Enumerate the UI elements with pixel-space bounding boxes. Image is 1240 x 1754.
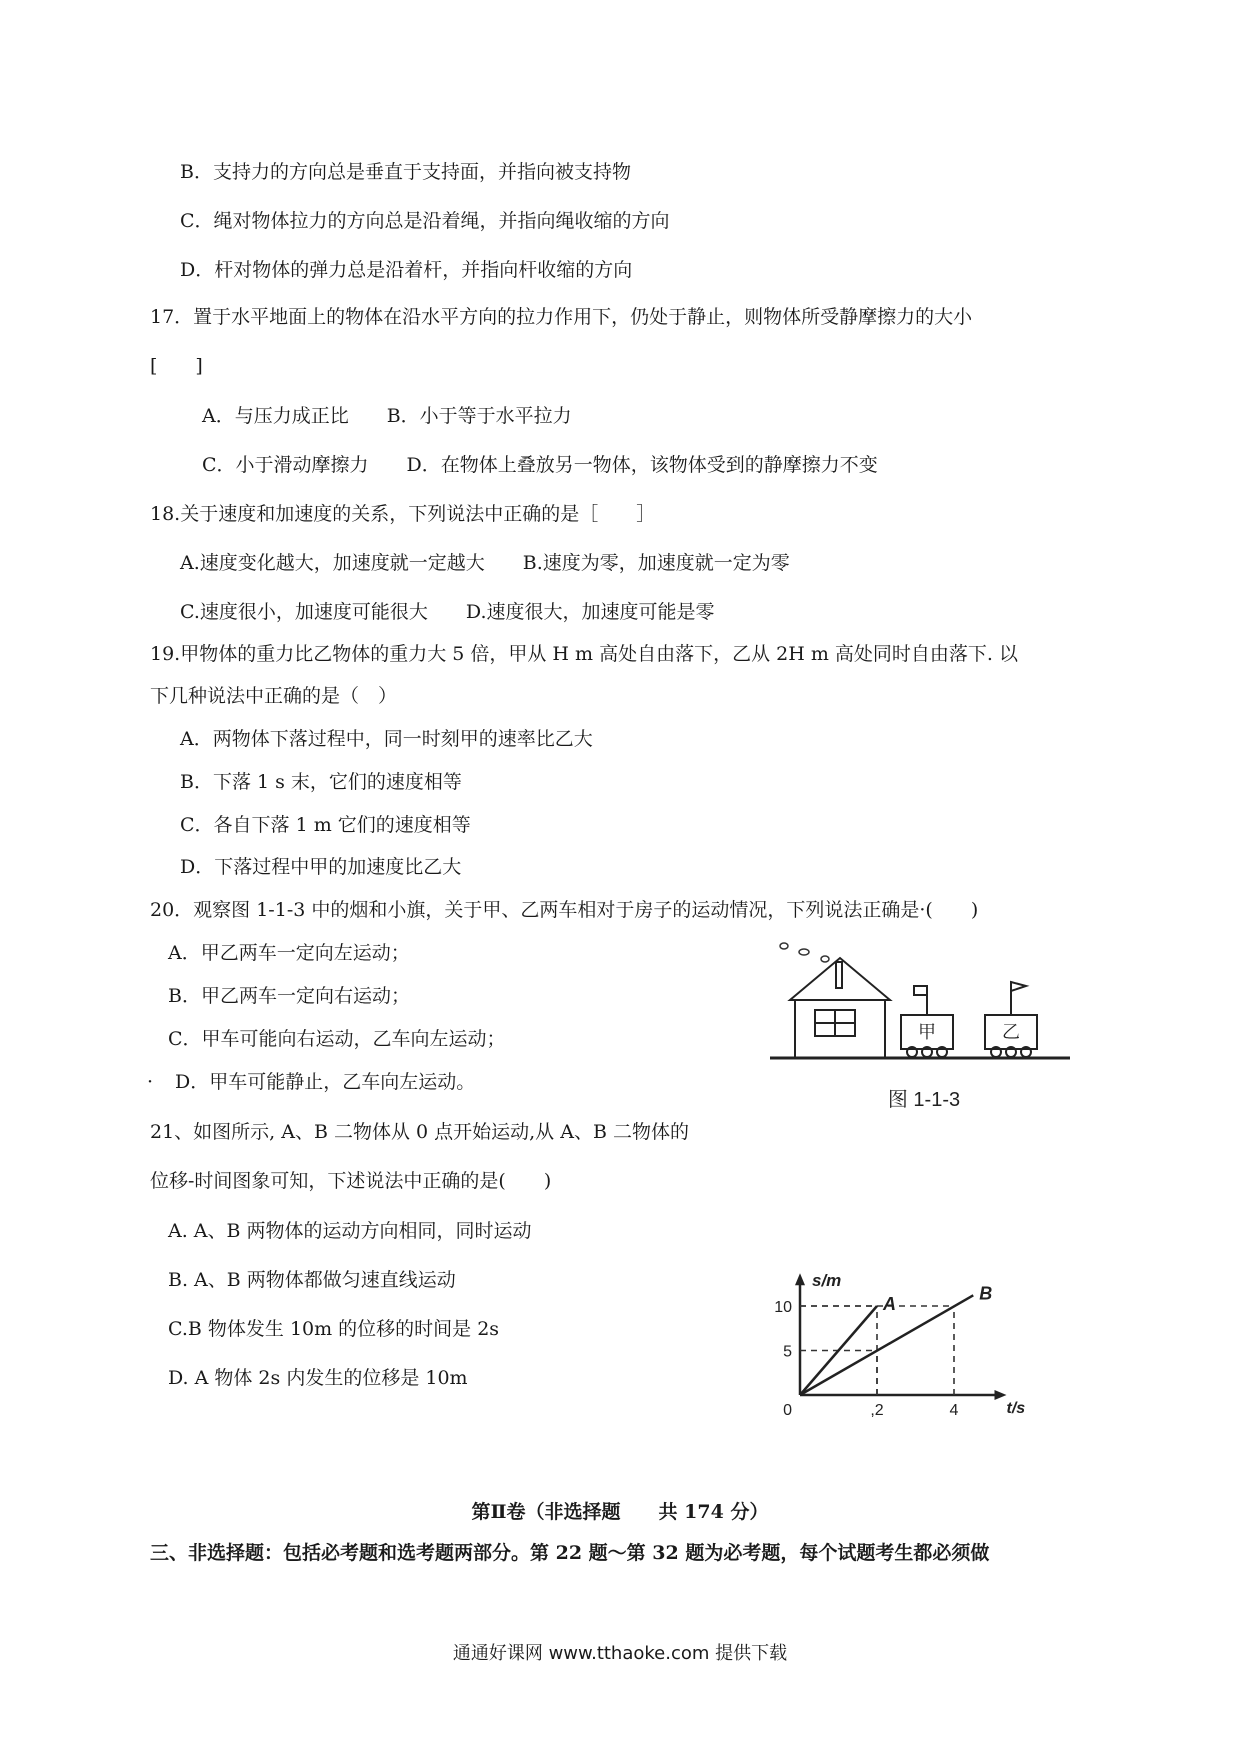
x-axis-arrow bbox=[995, 1390, 1007, 1400]
cart-yi bbox=[985, 982, 1037, 1057]
q16-option-c: C．绳对物体拉力的方向总是沿着绳，并指向绳收缩的方向 bbox=[180, 210, 670, 232]
q17-options-cd: C．小于滑动摩擦力 D．在物体上叠放另一物体，该物体受到的静摩擦力不变 bbox=[202, 454, 878, 476]
x-tick-label: 4 bbox=[949, 1402, 959, 1419]
q19-option-b: B．下落 1 s 末，它们的速度相等 bbox=[180, 771, 462, 793]
page-footer: 通通好课网 www.tthaoke.com 提供下载 bbox=[452, 1643, 788, 1664]
displacement-time-chart bbox=[760, 1185, 1080, 1420]
q21-option-a: A. A、B 两物体的运动方向相同，同时运动 bbox=[168, 1220, 532, 1242]
q21-option-c: C.B 物体发生 10m 的位移的时间是 2s bbox=[168, 1318, 500, 1340]
q17-options-ab: A．与压力成正比 B．小于等于水平拉力 bbox=[202, 405, 572, 427]
q16-option-b: B．支持力的方向总是垂直于支持面，并指向被支持物 bbox=[180, 161, 631, 183]
section-2-title: 第Ⅱ卷（非选择题 共 174 分） bbox=[471, 1501, 769, 1523]
q21-option-d: D. A 物体 2s 内发生的位移是 10m bbox=[168, 1367, 468, 1389]
q20-stem: 20．观察图 1-1-3 中的烟和小旗，关于甲、乙两车相对于房子的运动情况，下列说法正确是·( ) bbox=[150, 899, 979, 921]
q17-answer-bracket: [ ] bbox=[150, 355, 203, 377]
figure-1-1-3 bbox=[770, 940, 1080, 1120]
q19-stem-line1: 19.甲物体的重力比乙物体的重力大 5 倍，甲从 H m 高处自由落下，乙从 2H m 高处同时自由落下. 以 bbox=[150, 643, 1018, 665]
q20-option-a: A．甲乙两车一定向左运动； bbox=[168, 942, 410, 964]
figure-caption: 图 1-1-3 bbox=[887, 1089, 961, 1111]
origin-label: 0 bbox=[783, 1402, 792, 1419]
q18-stem: 18.关于速度和加速度的关系，下列说法中正确的是［ ］ bbox=[150, 503, 656, 525]
q20-option-d-bullet: · bbox=[147, 1071, 154, 1093]
section-3-instructions: 三、非选择题：包括必考题和选考题两部分。第 22 题～第 32 题为必考题，每个试题考生都必须做 bbox=[150, 1542, 990, 1564]
q21-option-b: B. A、B 两物体都做匀速直线运动 bbox=[168, 1269, 456, 1291]
cart-jia-label: 甲 bbox=[918, 1022, 936, 1042]
series-label-A: A bbox=[883, 1294, 896, 1314]
q18-options-ab: A.速度变化越大，加速度就一定越大 B.速度为零，加速度就一定为零 bbox=[180, 552, 790, 574]
q20-option-b: B．甲乙两车一定向右运动； bbox=[168, 985, 410, 1007]
q19-option-a: A．两物体下落过程中，同一时刻甲的速率比乙大 bbox=[180, 728, 593, 750]
cart-yi-label: 乙 bbox=[1002, 1022, 1020, 1042]
x-tick-label: ,2 bbox=[870, 1402, 884, 1419]
q19-option-c: C．各自下落 1 m 它们的速度相等 bbox=[180, 814, 471, 836]
house-icon bbox=[790, 958, 890, 1058]
q21-stem-line2: 位移-时间图象可知，下述说法中正确的是( ) bbox=[150, 1170, 552, 1192]
q19-option-d: D．下落过程中甲的加速度比乙大 bbox=[180, 856, 462, 878]
q20-option-c: C．甲车可能向右运动，乙车向左运动； bbox=[168, 1028, 506, 1050]
q20-option-d: D．甲车可能静止，乙车向左运动。 bbox=[175, 1071, 476, 1093]
smoke-icon bbox=[780, 943, 829, 962]
q18-options-cd: C.速度很小，加速度可能很大 D.速度很大，加速度可能是零 bbox=[180, 601, 715, 623]
q21-stem-line1: 21、如图所示, A、B 二物体从 0 点开始运动,从 A、B 二物体的 bbox=[150, 1121, 689, 1143]
q17-stem: 17．置于水平地面上的物体在沿水平方向的拉力作用下，仍处于静止，则物体所受静摩擦力的大小 bbox=[150, 306, 973, 328]
q19-stem-line2: 下几种说法中正确的是（ ） bbox=[150, 685, 398, 707]
y-tick-label: 10 bbox=[774, 1299, 792, 1316]
x-axis-label: t/s bbox=[1006, 1400, 1026, 1417]
y-tick-label: 5 bbox=[783, 1343, 792, 1361]
y-axis-arrow bbox=[795, 1273, 805, 1285]
q16-option-d: D．杆对物体的弹力总是沿着杆，并指向杆收缩的方向 bbox=[180, 259, 633, 281]
series-label-B: B bbox=[979, 1283, 993, 1304]
y-axis-label: s/m bbox=[812, 1271, 842, 1291]
